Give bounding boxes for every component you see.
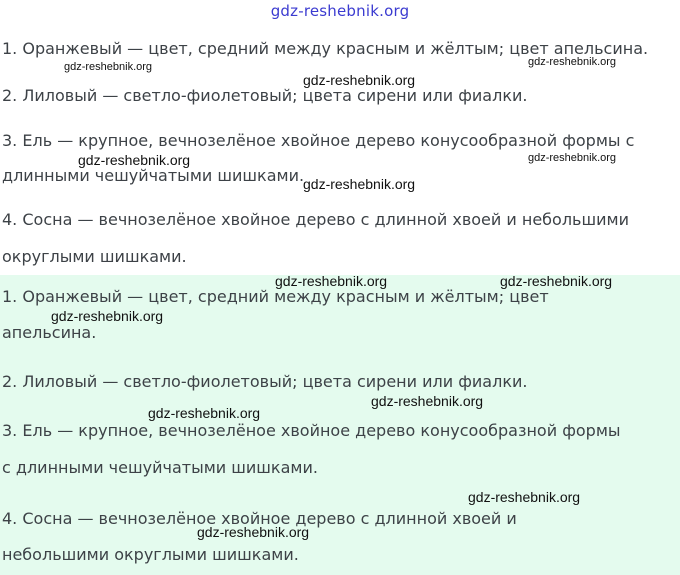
- watermark: gdz-reshebnik.org: [78, 152, 191, 168]
- answer-2-line-4: 3. Ель — крупное, вечнозелёное хвойное дерево конусообразной формы: [2, 421, 621, 440]
- answer-1-line-3: 3. Ель — крупное, вечнозелёное хвойное дерево конусообразной формы с: [2, 131, 635, 150]
- watermark: gdz-reshebnik.org: [148, 405, 261, 421]
- answer-2-line-5: с длинными чешуйчатыми шишками.: [2, 458, 318, 477]
- watermark: gdz-reshebnik.org: [528, 56, 617, 68]
- answer-2-line-3: 2. Лиловый — светло-фиолетовый; цвета сирени или фиалки.: [2, 372, 528, 391]
- answer-2-line-1: 1. Оранжевый — цвет, средний между красным и жёлтым; цвет: [2, 287, 549, 306]
- watermark: gdz-reshebnik.org: [371, 393, 484, 409]
- watermark: gdz-reshebnik.org: [468, 489, 581, 505]
- answer-2-line-6: 4. Сосна — вечнозелёное хвойное дерево с длинной хвоей и: [2, 509, 517, 528]
- watermark: gdz-reshebnik.org: [64, 61, 153, 73]
- answer-1-line-6: округлыми шишками.: [2, 247, 187, 266]
- answer-1-line-2: 2. Лиловый — светло-фиолетовый; цвета сирени или фиалки.: [2, 86, 528, 105]
- answer-1-line-5: 4. Сосна — вечнозелёное хвойное дерево с длинной хвоей и небольшими: [2, 210, 629, 229]
- watermark: gdz-reshebnik.org: [197, 524, 310, 540]
- watermark: gdz-reshebnik.org: [303, 72, 416, 88]
- answer-1-line-1: 1. Оранжевый — цвет, средний между красным и жёлтым; цвет апельсина.: [2, 39, 649, 58]
- answer-2-line-7: небольшими округлыми шишками.: [2, 545, 299, 564]
- answer-2-line-2: апельсина.: [2, 323, 97, 342]
- watermark: gdz-reshebnik.org: [303, 176, 416, 192]
- answer-block-1: [0, 0, 680, 275]
- watermark: gdz-reshebnik.org: [51, 308, 164, 324]
- watermark: gdz-reshebnik.org: [528, 152, 617, 164]
- watermark: gdz-reshebnik.org: [275, 273, 388, 289]
- watermark: gdz-reshebnik.org: [500, 273, 613, 289]
- answer-1-line-4: длинными чешуйчатыми шишками.: [2, 166, 305, 185]
- site-header-watermark[interactable]: gdz-reshebnik.org: [270, 2, 410, 20]
